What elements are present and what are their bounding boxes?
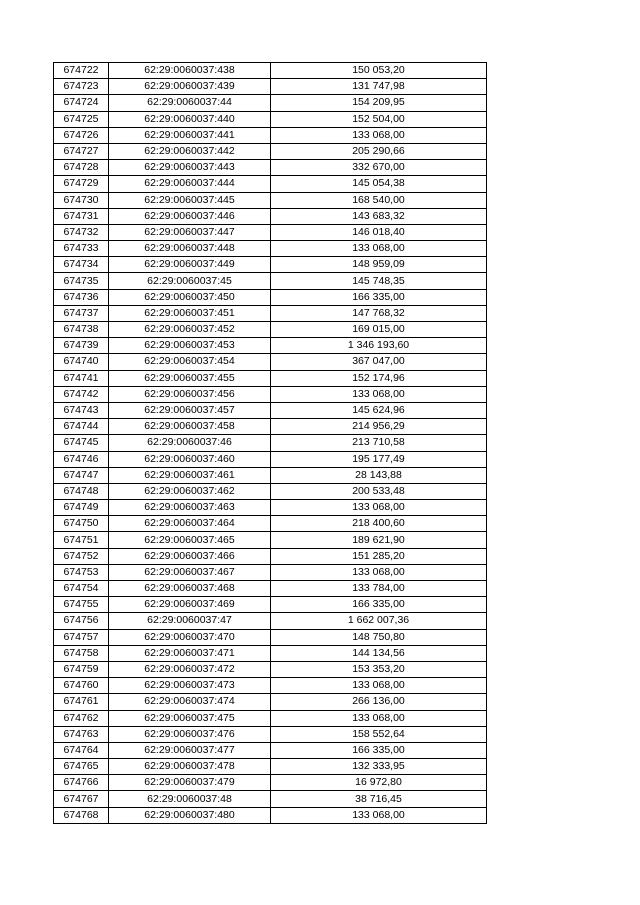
cadastral-number-cell: 62:29:0060037:455 <box>109 370 271 386</box>
row-number-cell: 674733 <box>54 241 109 257</box>
cadastral-value-cell: 145 054,38 <box>271 176 487 192</box>
table-row <box>54 791 487 807</box>
row-number-cell: 674730 <box>54 192 109 208</box>
cadastral-number-cell: 62:29:0060037:473 <box>109 678 271 694</box>
cadastral-value-cell: 145 624,96 <box>271 402 487 418</box>
cadastral-number-cell: 62:29:0060037:439 <box>109 79 271 95</box>
cadastral-number-cell: 62:29:0060037:465 <box>109 532 271 548</box>
row-number-cell: 674762 <box>54 710 109 726</box>
table-row <box>54 742 487 758</box>
row-number-cell: 674759 <box>54 661 109 677</box>
cadastral-value-cell: 169 015,00 <box>271 322 487 338</box>
table-row <box>54 645 487 661</box>
table-row <box>54 322 487 338</box>
cadastral-value-cell: 200 533,48 <box>271 483 487 499</box>
cadastral-value-cell: 189 621,90 <box>271 532 487 548</box>
row-number-cell: 674728 <box>54 160 109 176</box>
cadastral-number-cell: 62:29:0060037:48 <box>109 791 271 807</box>
cadastral-number-cell: 62:29:0060037:452 <box>109 322 271 338</box>
cadastral-value-cell: 266 136,00 <box>271 694 487 710</box>
cadastral-value-cell: 16 972,80 <box>271 775 487 791</box>
row-number-cell: 674727 <box>54 143 109 159</box>
cadastral-value-cell: 145 748,35 <box>271 273 487 289</box>
cadastral-number-cell: 62:29:0060037:443 <box>109 160 271 176</box>
cadastral-number-cell: 62:29:0060037:46 <box>109 435 271 451</box>
cadastral-value-cell: 132 333,95 <box>271 759 487 775</box>
cadastral-value-cell: 1 346 193,60 <box>271 338 487 354</box>
cadastral-number-cell: 62:29:0060037:458 <box>109 419 271 435</box>
cadastral-value-cell: 195 177,49 <box>271 451 487 467</box>
table-row <box>54 305 487 321</box>
row-number-cell: 674725 <box>54 111 109 127</box>
cadastral-number-cell: 62:29:0060037:440 <box>109 111 271 127</box>
cadastral-value-cell: 133 068,00 <box>271 710 487 726</box>
cadastral-value-cell: 133 068,00 <box>271 564 487 580</box>
table-row <box>54 467 487 483</box>
cadastral-value-cell: 133 068,00 <box>271 807 487 823</box>
row-number-cell: 674760 <box>54 678 109 694</box>
cadastral-number-cell: 62:29:0060037:480 <box>109 807 271 823</box>
cadastral-number-cell: 62:29:0060037:464 <box>109 516 271 532</box>
cadastral-value-cell: 143 683,32 <box>271 208 487 224</box>
table-row <box>54 208 487 224</box>
row-number-cell: 674734 <box>54 257 109 273</box>
cadastral-number-cell: 62:29:0060037:446 <box>109 208 271 224</box>
cadastral-value-cell: 148 750,80 <box>271 629 487 645</box>
row-number-cell: 674744 <box>54 419 109 435</box>
cadastral-value-cell: 147 768,32 <box>271 305 487 321</box>
row-number-cell: 674746 <box>54 451 109 467</box>
table-row <box>54 192 487 208</box>
row-number-cell: 674740 <box>54 354 109 370</box>
table-row <box>54 775 487 791</box>
row-number-cell: 674723 <box>54 79 109 95</box>
table-row <box>54 273 487 289</box>
row-number-cell: 674739 <box>54 338 109 354</box>
cadastral-number-cell: 62:29:0060037:472 <box>109 661 271 677</box>
cadastral-value-cell: 133 068,00 <box>271 241 487 257</box>
cadastral-number-cell: 62:29:0060037:463 <box>109 500 271 516</box>
table-row <box>54 111 487 127</box>
cadastral-number-cell: 62:29:0060037:462 <box>109 483 271 499</box>
table-row <box>54 500 487 516</box>
cadastral-number-cell: 62:29:0060037:451 <box>109 305 271 321</box>
cadastral-number-cell: 62:29:0060037:460 <box>109 451 271 467</box>
cadastral-value-cell: 133 068,00 <box>271 127 487 143</box>
cadastral-value-cell: 168 540,00 <box>271 192 487 208</box>
table-row <box>54 143 487 159</box>
row-number-cell: 674751 <box>54 532 109 548</box>
row-number-cell: 674749 <box>54 500 109 516</box>
row-number-cell: 674731 <box>54 208 109 224</box>
cadastral-value-cell: 166 335,00 <box>271 597 487 613</box>
table-row <box>54 160 487 176</box>
row-number-cell: 674753 <box>54 564 109 580</box>
cadastral-value-table <box>53 62 487 824</box>
table-row <box>54 726 487 742</box>
table-row <box>54 759 487 775</box>
cadastral-number-cell: 62:29:0060037:449 <box>109 257 271 273</box>
cadastral-number-cell: 62:29:0060037:442 <box>109 143 271 159</box>
row-number-cell: 674752 <box>54 548 109 564</box>
table-body <box>54 63 487 824</box>
cadastral-value-cell: 133 784,00 <box>271 581 487 597</box>
table-row <box>54 678 487 694</box>
cadastral-number-cell: 62:29:0060037:438 <box>109 63 271 79</box>
cadastral-value-cell: 332 670,00 <box>271 160 487 176</box>
table-row <box>54 694 487 710</box>
row-number-cell: 674747 <box>54 467 109 483</box>
cadastral-number-cell: 62:29:0060037:47 <box>109 613 271 629</box>
cadastral-value-cell: 133 068,00 <box>271 678 487 694</box>
row-number-cell: 674766 <box>54 775 109 791</box>
table-row <box>54 354 487 370</box>
row-number-cell: 674724 <box>54 95 109 111</box>
cadastral-number-cell: 62:29:0060037:477 <box>109 742 271 758</box>
table-row <box>54 483 487 499</box>
row-number-cell: 674765 <box>54 759 109 775</box>
table-row <box>54 95 487 111</box>
row-number-cell: 674748 <box>54 483 109 499</box>
cadastral-value-cell: 166 335,00 <box>271 742 487 758</box>
row-number-cell: 674761 <box>54 694 109 710</box>
cadastral-number-cell: 62:29:0060037:454 <box>109 354 271 370</box>
cadastral-number-cell: 62:29:0060037:476 <box>109 726 271 742</box>
table-row <box>54 241 487 257</box>
cadastral-number-cell: 62:29:0060037:445 <box>109 192 271 208</box>
row-number-cell: 674758 <box>54 645 109 661</box>
row-number-cell: 674755 <box>54 597 109 613</box>
cadastral-value-cell: 214 956,29 <box>271 419 487 435</box>
cadastral-value-cell: 133 068,00 <box>271 500 487 516</box>
cadastral-value-cell: 218 400,60 <box>271 516 487 532</box>
cadastral-value-cell: 133 068,00 <box>271 386 487 402</box>
table-row <box>54 224 487 240</box>
row-number-cell: 674732 <box>54 224 109 240</box>
cadastral-value-cell: 152 174,96 <box>271 370 487 386</box>
cadastral-number-cell: 62:29:0060037:470 <box>109 629 271 645</box>
row-number-cell: 674722 <box>54 63 109 79</box>
table-row <box>54 516 487 532</box>
cadastral-number-cell: 62:29:0060037:44 <box>109 95 271 111</box>
cadastral-value-cell: 154 209,95 <box>271 95 487 111</box>
table-row <box>54 548 487 564</box>
table-row <box>54 661 487 677</box>
cadastral-number-cell: 62:29:0060037:450 <box>109 289 271 305</box>
table-row <box>54 451 487 467</box>
table-row <box>54 402 487 418</box>
table-row <box>54 564 487 580</box>
table-row <box>54 176 487 192</box>
row-number-cell: 674737 <box>54 305 109 321</box>
cadastral-value-cell: 213 710,58 <box>271 435 487 451</box>
cadastral-number-cell: 62:29:0060037:479 <box>109 775 271 791</box>
row-number-cell: 674768 <box>54 807 109 823</box>
row-number-cell: 674763 <box>54 726 109 742</box>
table-row <box>54 419 487 435</box>
cadastral-number-cell: 62:29:0060037:453 <box>109 338 271 354</box>
cadastral-value-cell: 152 504,00 <box>271 111 487 127</box>
row-number-cell: 674757 <box>54 629 109 645</box>
cadastral-number-cell: 62:29:0060037:478 <box>109 759 271 775</box>
cadastral-value-cell: 367 047,00 <box>271 354 487 370</box>
cadastral-value-cell: 146 018,40 <box>271 224 487 240</box>
cadastral-value-cell: 144 134,56 <box>271 645 487 661</box>
cadastral-number-cell: 62:29:0060037:461 <box>109 467 271 483</box>
table-row <box>54 435 487 451</box>
cadastral-number-cell: 62:29:0060037:448 <box>109 241 271 257</box>
row-number-cell: 674750 <box>54 516 109 532</box>
row-number-cell: 674742 <box>54 386 109 402</box>
row-number-cell: 674754 <box>54 581 109 597</box>
cadastral-number-cell: 62:29:0060037:471 <box>109 645 271 661</box>
cadastral-number-cell: 62:29:0060037:457 <box>109 402 271 418</box>
cadastral-number-cell: 62:29:0060037:468 <box>109 581 271 597</box>
row-number-cell: 674738 <box>54 322 109 338</box>
cadastral-value-cell: 1 662 007,36 <box>271 613 487 629</box>
table-row <box>54 613 487 629</box>
cadastral-value-cell: 158 552,64 <box>271 726 487 742</box>
table-row <box>54 127 487 143</box>
table-row <box>54 79 487 95</box>
table-row <box>54 581 487 597</box>
cadastral-number-cell: 62:29:0060037:469 <box>109 597 271 613</box>
cadastral-value-cell: 166 335,00 <box>271 289 487 305</box>
table-row <box>54 63 487 79</box>
cadastral-number-cell: 62:29:0060037:45 <box>109 273 271 289</box>
cadastral-number-cell: 62:29:0060037:444 <box>109 176 271 192</box>
table-row <box>54 532 487 548</box>
cadastral-value-cell: 28 143,88 <box>271 467 487 483</box>
row-number-cell: 674767 <box>54 791 109 807</box>
table-row <box>54 386 487 402</box>
cadastral-value-cell: 131 747,98 <box>271 79 487 95</box>
table-row <box>54 257 487 273</box>
cadastral-number-cell: 62:29:0060037:456 <box>109 386 271 402</box>
cadastral-number-cell: 62:29:0060037:475 <box>109 710 271 726</box>
row-number-cell: 674756 <box>54 613 109 629</box>
cadastral-number-cell: 62:29:0060037:466 <box>109 548 271 564</box>
row-number-cell: 674729 <box>54 176 109 192</box>
table-row <box>54 289 487 305</box>
row-number-cell: 674743 <box>54 402 109 418</box>
cadastral-number-cell: 62:29:0060037:474 <box>109 694 271 710</box>
cadastral-value-cell: 38 716,45 <box>271 791 487 807</box>
table-row <box>54 807 487 823</box>
row-number-cell: 674741 <box>54 370 109 386</box>
row-number-cell: 674735 <box>54 273 109 289</box>
cadastral-value-cell: 153 353,20 <box>271 661 487 677</box>
cadastral-value-cell: 148 959,09 <box>271 257 487 273</box>
row-number-cell: 674736 <box>54 289 109 305</box>
row-number-cell: 674764 <box>54 742 109 758</box>
table-row <box>54 338 487 354</box>
cadastral-number-cell: 62:29:0060037:467 <box>109 564 271 580</box>
cadastral-number-cell: 62:29:0060037:441 <box>109 127 271 143</box>
table-row <box>54 710 487 726</box>
table-row <box>54 597 487 613</box>
table-row <box>54 370 487 386</box>
cadastral-value-cell: 150 053,20 <box>271 63 487 79</box>
row-number-cell: 674726 <box>54 127 109 143</box>
cadastral-value-cell: 151 285,20 <box>271 548 487 564</box>
cadastral-number-cell: 62:29:0060037:447 <box>109 224 271 240</box>
table-row <box>54 629 487 645</box>
cadastral-value-cell: 205 290,66 <box>271 143 487 159</box>
row-number-cell: 674745 <box>54 435 109 451</box>
